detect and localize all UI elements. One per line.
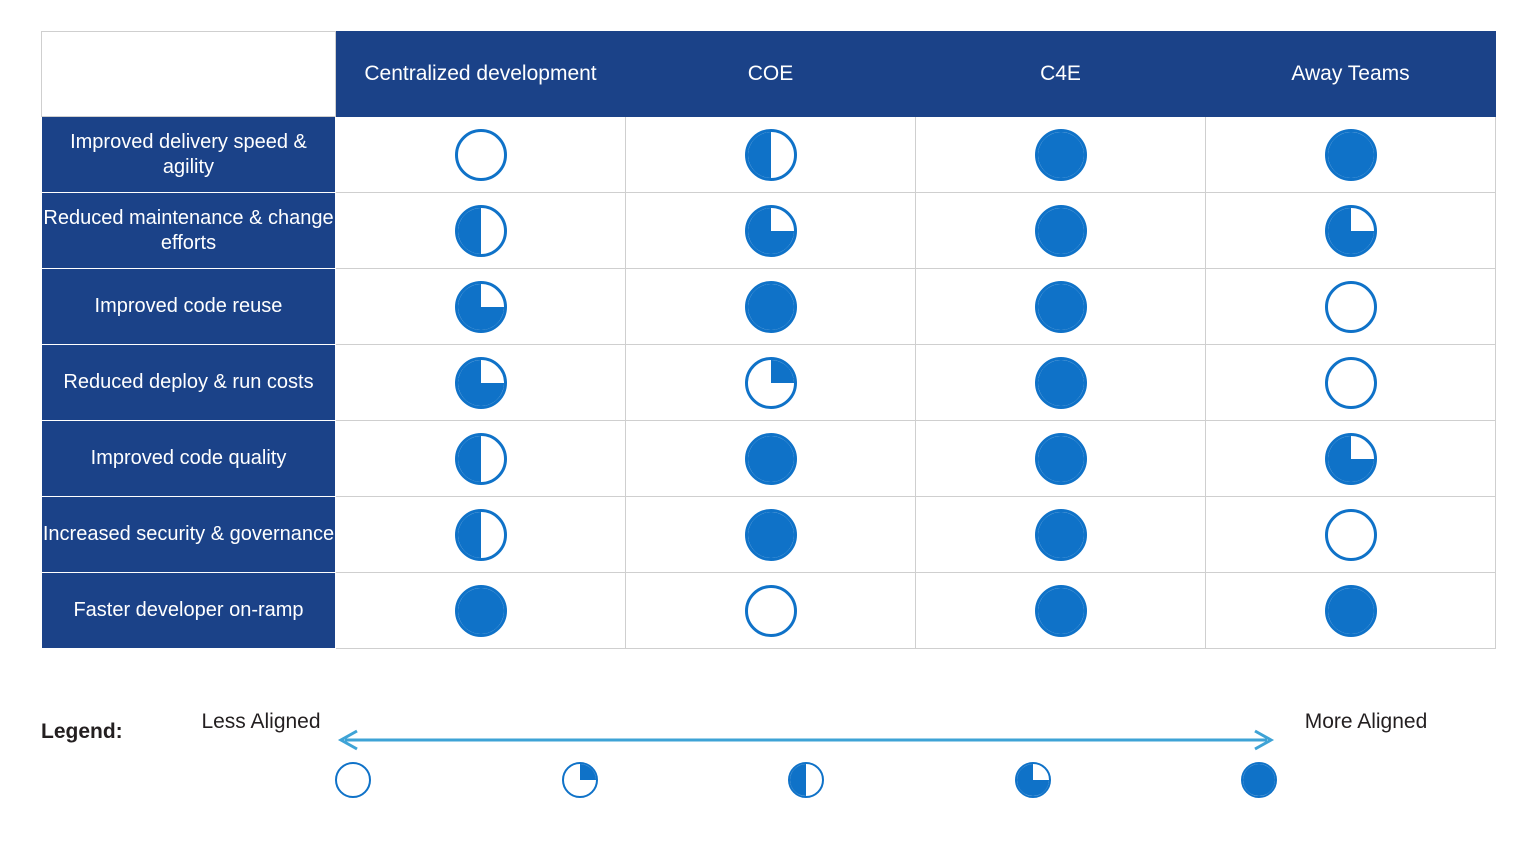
- harvey-ball-0: [335, 762, 371, 798]
- matrix-cell: [916, 573, 1206, 649]
- harvey-ball-75: [1015, 762, 1051, 798]
- table-corner-cell: [42, 32, 336, 117]
- harvey-ball-100: [1035, 433, 1087, 485]
- matrix-cell: [626, 573, 916, 649]
- harvey-ball-75: [1325, 433, 1377, 485]
- matrix-cell: [336, 573, 626, 649]
- column-header-centralized-development: Centralized development: [336, 32, 626, 117]
- double-arrow-icon: [331, 728, 1281, 752]
- harvey-ball-50: [788, 762, 824, 798]
- matrix-cell: [1206, 193, 1496, 269]
- matrix-cell: [916, 421, 1206, 497]
- harvey-ball-100: [455, 585, 507, 637]
- harvey-ball-100: [745, 509, 797, 561]
- comparison-table: [41, 31, 1496, 649]
- matrix-cell: [626, 193, 916, 269]
- harvey-ball-100: [1035, 205, 1087, 257]
- harvey-ball-0: [1325, 357, 1377, 409]
- harvey-ball-0: [745, 585, 797, 637]
- matrix-cell: [1206, 269, 1496, 345]
- legend-less-aligned-label: Less Aligned: [201, 710, 321, 733]
- row-header: Improved delivery speed & agility: [42, 117, 336, 193]
- matrix-cell: [916, 269, 1206, 345]
- row-header: Reduced maintenance & change efforts: [42, 193, 336, 269]
- row-header: Improved code quality: [42, 421, 336, 497]
- table-row: [42, 117, 1496, 193]
- harvey-ball-0: [1325, 281, 1377, 333]
- table-header-row: [42, 32, 1496, 117]
- harvey-ball-100: [1035, 129, 1087, 181]
- matrix-cell: [336, 117, 626, 193]
- table-row: [42, 421, 1496, 497]
- matrix-cell: [916, 117, 1206, 193]
- matrix-cell: [1206, 117, 1496, 193]
- alignment-matrix: [41, 31, 1496, 649]
- harvey-ball-100: [1325, 585, 1377, 637]
- table-row: [42, 269, 1496, 345]
- matrix-cell: [336, 421, 626, 497]
- harvey-ball-0: [1325, 509, 1377, 561]
- matrix-cell: [1206, 497, 1496, 573]
- legend-step: [784, 762, 828, 798]
- matrix-cell: [336, 345, 626, 421]
- legend-step: [558, 762, 602, 798]
- matrix-cell: [336, 269, 626, 345]
- matrix-cell: [1206, 421, 1496, 497]
- legend-title: Legend:: [41, 720, 123, 743]
- row-header: Increased security & governance: [42, 497, 336, 573]
- harvey-ball-75: [455, 281, 507, 333]
- matrix-cell: [626, 269, 916, 345]
- table-row: [42, 573, 1496, 649]
- matrix-cell: [1206, 345, 1496, 421]
- harvey-ball-50: [455, 205, 507, 257]
- row-header: Reduced deploy & run costs: [42, 345, 336, 421]
- harvey-ball-100: [745, 281, 797, 333]
- harvey-ball-100: [1035, 357, 1087, 409]
- harvey-ball-100: [1035, 585, 1087, 637]
- harvey-ball-100: [1035, 281, 1087, 333]
- matrix-cell: [336, 193, 626, 269]
- matrix-cell: [1206, 573, 1496, 649]
- harvey-ball-50: [745, 129, 797, 181]
- harvey-ball-25: [745, 357, 797, 409]
- harvey-ball-0: [455, 129, 507, 181]
- matrix-cell: [626, 421, 916, 497]
- table-row: [42, 497, 1496, 573]
- column-header-coe: COE: [626, 32, 916, 117]
- row-header: Faster developer on-ramp: [42, 573, 336, 649]
- table-body: [42, 117, 1496, 649]
- legend-step: [331, 762, 375, 798]
- harvey-ball-50: [455, 433, 507, 485]
- legend: [41, 700, 1496, 830]
- harvey-ball-75: [1325, 205, 1377, 257]
- matrix-cell: [916, 193, 1206, 269]
- harvey-ball-25: [562, 762, 598, 798]
- matrix-cell: [336, 497, 626, 573]
- harvey-ball-100: [1325, 129, 1377, 181]
- column-header-away-teams: Away Teams: [1206, 32, 1496, 117]
- matrix-cell: [916, 497, 1206, 573]
- legend-scale: [331, 762, 1281, 822]
- legend-step: [1011, 762, 1055, 798]
- matrix-cell: [626, 345, 916, 421]
- row-header: Improved code reuse: [42, 269, 336, 345]
- matrix-cell: [626, 117, 916, 193]
- table-row: [42, 345, 1496, 421]
- harvey-ball-100: [745, 433, 797, 485]
- harvey-ball-100: [1035, 509, 1087, 561]
- legend-step: [1237, 762, 1281, 798]
- harvey-ball-75: [455, 357, 507, 409]
- table-row: [42, 193, 1496, 269]
- column-header-c4e: C4E: [916, 32, 1206, 117]
- matrix-cell: [916, 345, 1206, 421]
- harvey-ball-75: [745, 205, 797, 257]
- matrix-cell: [626, 497, 916, 573]
- legend-more-aligned-label: More Aligned: [1304, 710, 1428, 733]
- harvey-ball-50: [455, 509, 507, 561]
- harvey-ball-100: [1241, 762, 1277, 798]
